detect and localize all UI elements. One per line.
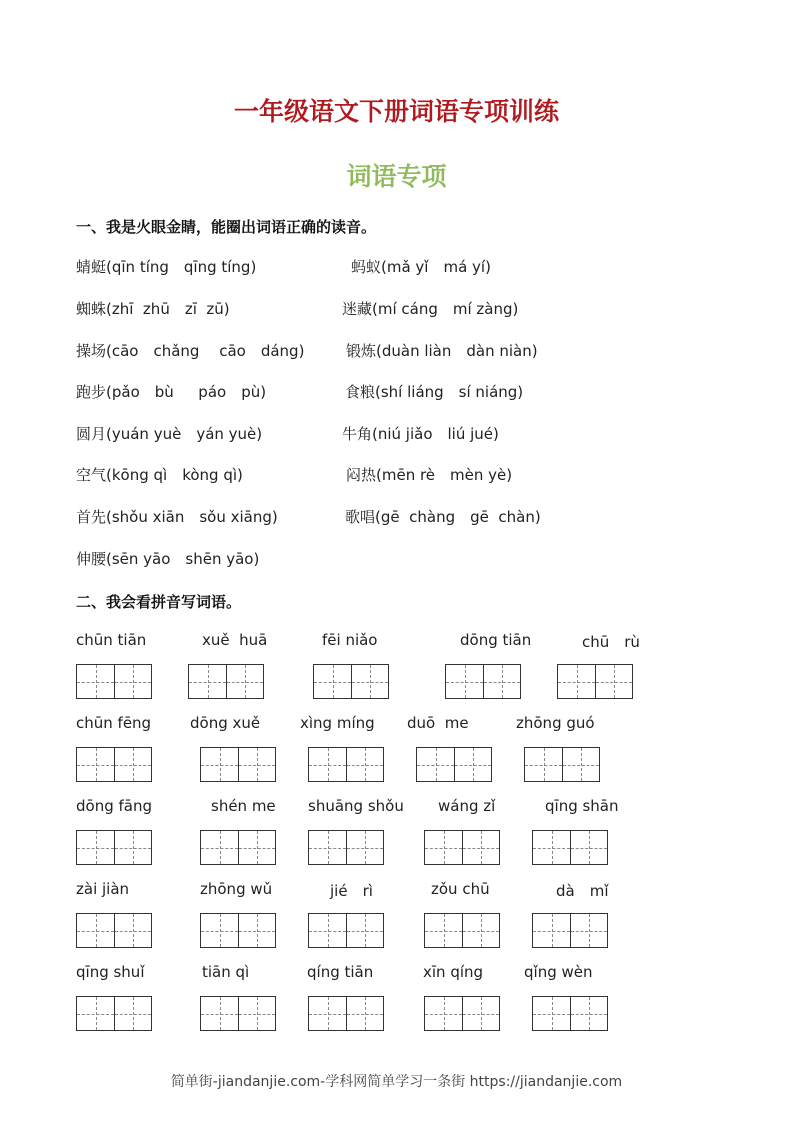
writing-box[interactable] (76, 913, 152, 948)
footer-watermark: 简单街-jiandanjie.com-学科网简单学习一条街 https://jiandanjie.com (170, 1074, 623, 1090)
writing-box[interactable] (557, 664, 633, 699)
writing-box[interactable] (308, 996, 384, 1031)
section-1-heading: 一、我是火眼金睛，能圈出词语正确的读音。 (76, 218, 377, 236)
pinyin-label: dōng tiān (460, 631, 532, 649)
pinyin-label: dōng fāng (76, 797, 152, 815)
question-item: 食粮(shí liáng sí niáng) (345, 383, 524, 401)
writing-box[interactable] (188, 664, 264, 699)
writing-box[interactable] (200, 747, 276, 782)
pinyin-label: zhōng guó (516, 714, 595, 732)
writing-box[interactable] (308, 747, 384, 782)
writing-box[interactable] (424, 996, 500, 1031)
pinyin-label: xìng míng (300, 714, 375, 732)
pinyin-label: zhōng wǔ (200, 880, 273, 898)
pinyin-label: xuě huā (202, 631, 268, 649)
pinyin-label: wáng zǐ (438, 797, 496, 815)
writing-box[interactable] (200, 913, 276, 948)
writing-box[interactable] (532, 830, 608, 865)
pinyin-label: tiān qì (202, 963, 250, 981)
writing-box[interactable] (416, 747, 492, 782)
question-item: 蜻蜓(qīn tíng qīng tíng) (76, 258, 257, 276)
question-item: 闷热(mēn rè mèn yè) (346, 466, 513, 484)
pinyin-label: dōng xuě (190, 714, 261, 732)
pinyin-label: shén me (211, 797, 276, 815)
writing-box[interactable] (200, 996, 276, 1031)
pinyin-label: fēi niǎo (322, 631, 378, 649)
pinyin-label: shuāng shǒu (308, 797, 404, 815)
question-item: 牛角(niú jiǎo liú jué) (342, 425, 499, 443)
writing-box[interactable] (524, 747, 600, 782)
pinyin-label: zǒu chū (431, 880, 490, 898)
question-item: 首先(shǒu xiān sǒu xiāng) (76, 508, 278, 526)
question-item: 伸腰(sēn yāo shēn yāo) (76, 550, 260, 568)
section-2-heading: 二、我会看拼音写词语。 (76, 593, 242, 611)
writing-box[interactable] (76, 830, 152, 865)
writing-box[interactable] (445, 664, 521, 699)
question-item: 操场(cāo chǎng cāo dáng) (76, 342, 305, 360)
question-item: 蜘蛛(zhī zhū zī zū) (76, 300, 230, 318)
question-item: 蚂蚁(mǎ yǐ má yí) (351, 258, 491, 276)
question-item: 锻炼(duàn liàn dàn niàn) (346, 342, 538, 360)
pinyin-label: zài jiàn (76, 880, 130, 898)
pinyin-label: qīng shuǐ (76, 963, 145, 981)
writing-box[interactable] (532, 996, 608, 1031)
question-item: 跑步(pǎo bù páo pù) (76, 383, 267, 401)
writing-box[interactable] (308, 913, 384, 948)
pinyin-label: chūn tiān (76, 631, 147, 649)
pinyin-label: chūn fēng (76, 714, 152, 732)
pinyin-label: qīng shān (545, 797, 619, 815)
writing-box[interactable] (424, 913, 500, 948)
question-item: 空气(kōng qì kòng qì) (76, 466, 243, 484)
writing-box[interactable] (424, 830, 500, 865)
writing-box[interactable] (308, 830, 384, 865)
pinyin-label: duō me (407, 714, 469, 732)
writing-box[interactable] (76, 664, 152, 699)
writing-box[interactable] (200, 830, 276, 865)
pinyin-label: dà mǐ (556, 882, 609, 900)
question-item: 歌唱(gē chàng gē chàn) (345, 508, 541, 526)
pinyin-label: xīn qíng (423, 963, 484, 981)
page-subtitle: 词语专项 (346, 162, 447, 191)
question-item: 圆月(yuán yuè yán yuè) (76, 425, 263, 443)
pinyin-label: jié rì (330, 882, 373, 900)
pinyin-label: qǐng wèn (524, 963, 593, 981)
writing-box[interactable] (313, 664, 389, 699)
writing-box[interactable] (532, 913, 608, 948)
pinyin-label: qíng tiān (307, 963, 374, 981)
page-title: 一年级语文下册词语专项训练 (233, 97, 559, 126)
question-item: 迷藏(mí cáng mí zàng) (342, 300, 519, 318)
pinyin-label: chū rù (582, 633, 640, 651)
writing-box[interactable] (76, 747, 152, 782)
writing-box[interactable] (76, 996, 152, 1031)
